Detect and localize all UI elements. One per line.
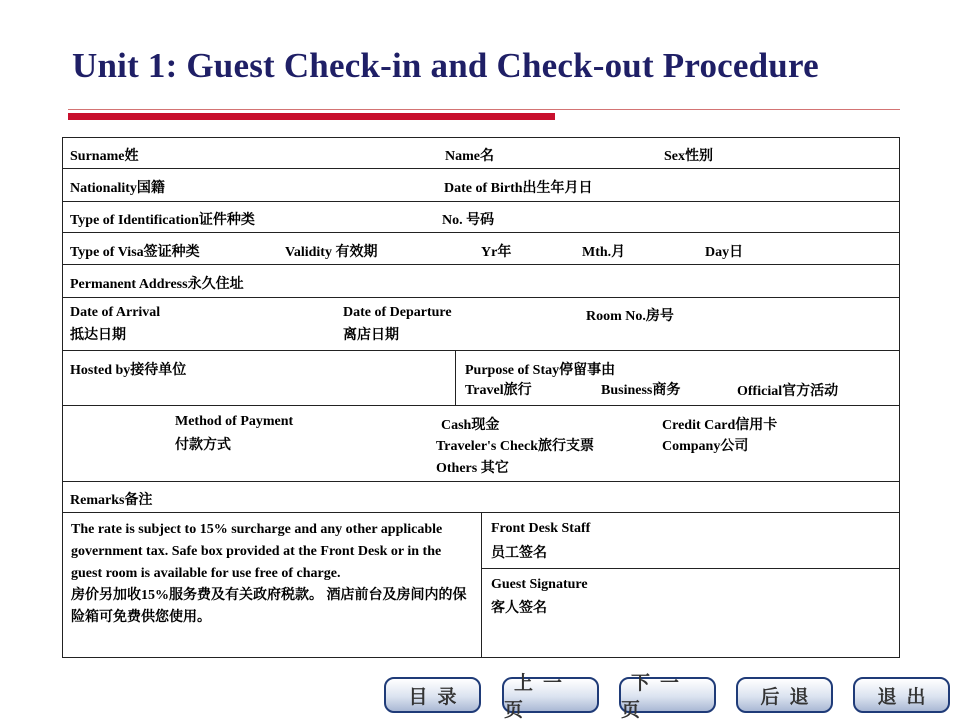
hosted-by-field: Hosted by接待单位 (70, 363, 187, 378)
row-address (63, 265, 899, 298)
name-field: Name名 (445, 149, 494, 164)
sex-field: Sex性别 (664, 149, 713, 164)
month-field: Mth.月 (582, 245, 626, 260)
purpose-official: Official官方活动 (737, 384, 839, 399)
row-nationality (63, 169, 899, 202)
id-type-field: Type of Identification证件种类 (70, 213, 255, 228)
title-accent-bar (68, 113, 555, 120)
room-number-field: Room No.房号 (586, 309, 674, 324)
purpose-travel: Travel旅行 (465, 383, 532, 398)
purpose-field: Purpose of Stay停留事由 (465, 363, 616, 378)
id-number-field: No. 号码 (442, 213, 495, 228)
departure-field: Date of Departure (343, 305, 452, 320)
row-dates (63, 298, 899, 351)
row-remarks (63, 482, 899, 513)
day-field: Day日 (705, 245, 744, 260)
payment-cn-label: 付款方式 (175, 438, 231, 453)
row-divider (455, 351, 456, 405)
arrival-field: Date of Arrival (70, 305, 161, 320)
payment-field: Method of Payment (175, 414, 294, 429)
row-terms (63, 513, 899, 658)
title-underline (68, 109, 900, 110)
arrival-cn-label: 抵达日期 (70, 328, 126, 343)
year-field: Yr年 (481, 245, 512, 260)
signature-row-divider (481, 568, 899, 569)
payment-company: Company公司 (662, 439, 749, 454)
signature-divider (481, 513, 482, 658)
next-page-button[interactable]: 下一页 (619, 677, 716, 713)
terms-note (71, 519, 471, 629)
dob-field: Date of Birth出生年月日 (444, 181, 593, 196)
departure-cn-label: 离店日期 (343, 328, 399, 343)
row-identification (63, 202, 899, 233)
registration-form (62, 137, 900, 658)
page-title: Unit 1: Guest Check-in and Check-out Procedure (72, 46, 819, 85)
payment-others: Others 其它 (436, 461, 509, 476)
front-desk-staff-label: Front Desk Staff (491, 521, 591, 536)
address-field: Permanent Address永久住址 (70, 277, 244, 292)
purpose-business: Business商务 (601, 383, 681, 398)
guest-signature-label: Guest Signature (491, 577, 588, 592)
row-payment (63, 406, 899, 482)
menu-button[interactable]: 目录 (384, 677, 481, 713)
guest-signature-cn: 客人签名 (491, 601, 547, 616)
terms-note-en: The rate is subject to 15% surcharge and any other applicable government tax. Safe box provided at the Front Desk or in the guest room is available for use free of charge. (71, 522, 443, 581)
payment-travelers-check: Traveler's Check旅行支票 (436, 439, 594, 454)
nationality-field: Nationality国籍 (70, 181, 165, 196)
terms-note-cn: 房价另加收15%服务费及有关政府税款。 酒店前台及房间内的保险箱可免费供您使用。 (71, 588, 467, 625)
front-desk-staff-cn: 员工签名 (491, 546, 547, 561)
back-button[interactable]: 后退 (736, 677, 833, 713)
surname-field: Surname姓 (70, 149, 139, 164)
row-visa (63, 233, 899, 265)
prev-page-button[interactable]: 上一页 (502, 677, 599, 713)
payment-credit-card: Credit Card信用卡 (662, 418, 778, 433)
payment-cash: Cash现金 (441, 418, 500, 433)
validity-field: Validity 有效期 (285, 245, 378, 260)
row-personal (63, 138, 899, 169)
exit-button[interactable]: 退出 (853, 677, 950, 713)
remarks-field: Remarks备注 (70, 493, 153, 508)
visa-type-field: Type of Visa签证种类 (70, 245, 200, 260)
row-hosting (63, 351, 899, 406)
